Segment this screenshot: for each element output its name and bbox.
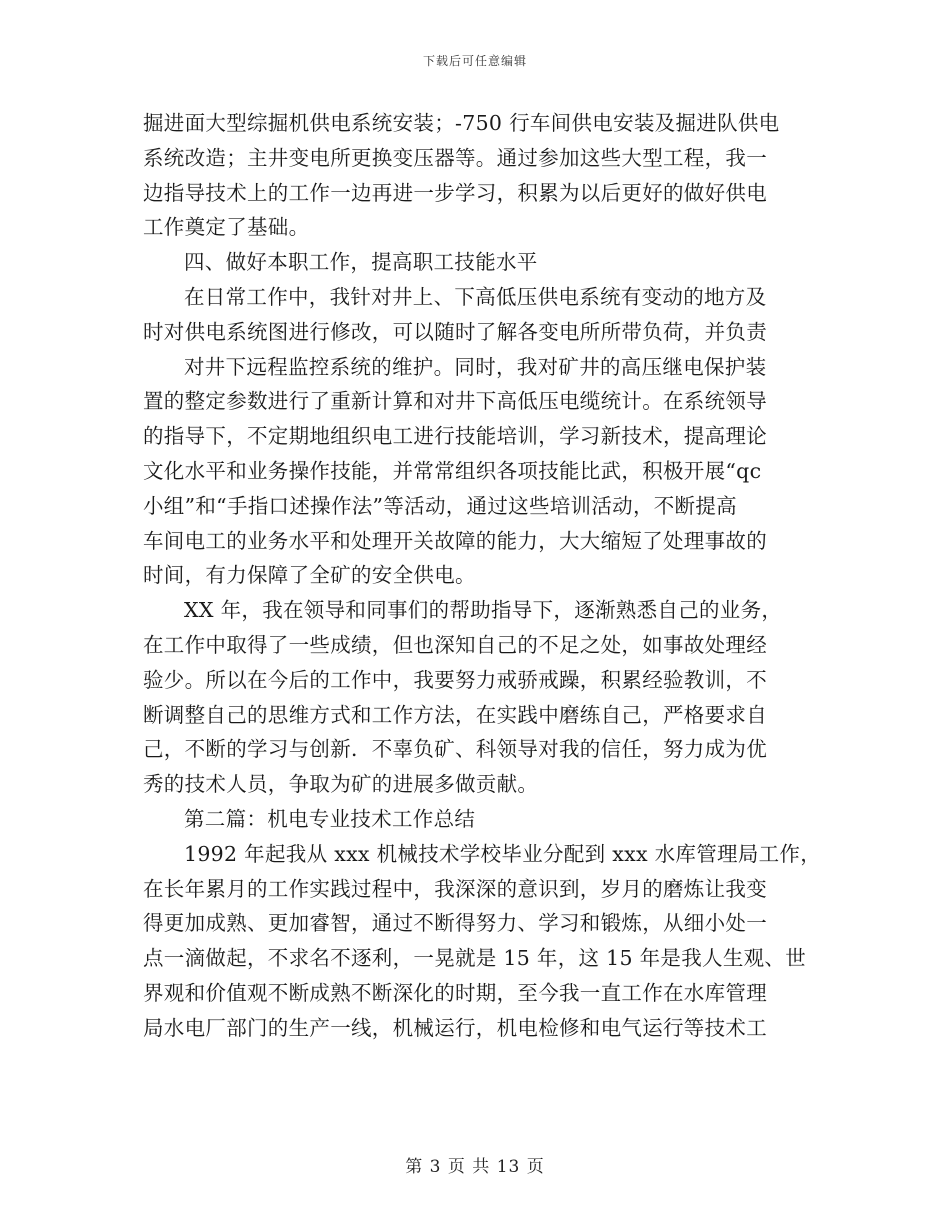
- text-line: 小组”和“手指口述操作法”等活动，通过这些培训活动，不断提高: [143, 493, 737, 518]
- text-line: 工作奠定了基础。: [143, 215, 310, 240]
- document-body: [143, 106, 822, 1046]
- text-line: 置的整定参数进行了重新计算和对井下高低压电缆统计。在系统领导: [143, 389, 767, 414]
- text-line: 在工作中取得了一些成绩，但也深知自己的不足之处，如事故处理经: [143, 632, 767, 657]
- page-footer: 第 3 页 共 13 页: [405, 1157, 545, 1177]
- page-header: 下载后可任意编辑: [422, 54, 527, 68]
- text-line: 对井下远程监控系统的维护。同时，我对矿井的高压继电保护装: [184, 354, 767, 379]
- text-line: 秀的技术人员，争取为矿的进展多做贡献。: [143, 772, 539, 797]
- text-line: XX 年，我在领导和同事们的帮助指导下，逐渐熟悉自己的业务，: [184, 598, 783, 623]
- text-line: 局水电厂部门的生产一线，机械运行，机电检修和电气运行等技术工: [143, 1015, 767, 1040]
- text-line: 在日常工作中，我针对井上、下高低压供电系统有变动的地方及: [184, 284, 767, 309]
- text-line: 点一滴做起，不求名不逐利，一晃就是 15 年，这 15 年是我人生观、世: [143, 946, 807, 971]
- text-line: 时对供电系统图进行修改，可以随时了解各变电所所带负荷，并负责: [143, 319, 767, 344]
- text-line: 断调整自己的思维方式和工作方法，在实践中磨练自己，严格要求自: [143, 702, 767, 727]
- text-line: 边指导技术上的工作一边再进一步学习，积累为以后更好的做好供电: [143, 180, 767, 205]
- text-line: 的指导下，不定期地组织电工进行技能培训，学习新技术，提高理论: [143, 424, 767, 449]
- section-heading: 第二篇：机电专业技术工作总结: [184, 806, 476, 831]
- text-line: 掘进面大型综掘机供电系统安装；-750 行车间供电安装及掘进队供电: [143, 111, 780, 135]
- text-line: 界观和价值观不断成熟不断深化的时期，至今我一直工作在水库管理: [143, 980, 767, 1005]
- text-line: 时间，有力保障了全矿的安全供电。: [143, 563, 476, 588]
- text-line: 车间电工的业务水平和处理开关故障的能力，大大缩短了处理事故的: [143, 528, 767, 553]
- text-line: 系统改造；主井变电所更换变压器等。通过参加这些大型工程，我一: [143, 145, 767, 170]
- text-line: 得更加成熟、更加睿智，通过不断得努力、学习和锻炼，从细小处一: [143, 911, 767, 936]
- text-line: 己，不断的学习与创新．不辜负矿、科领导对我的信任，努力成为优: [143, 737, 767, 762]
- text-line: 1992 年起我从 xxx 机械技术学校毕业分配到 xxx 水库管理局工作，: [184, 841, 822, 866]
- text-line: 在长年累月的工作实践过程中，我深深的意识到，岁月的磨炼让我变: [143, 876, 767, 901]
- text-line: 验少。所以在今后的工作中，我要努力戒骄戒躁，积累经验教训，不: [143, 667, 767, 692]
- section-heading: 四、做好本职工作，提高职工技能水平: [184, 250, 538, 275]
- text-line: 文化水平和业务操作技能，并常常组织各项技能比武，积极开展“qc: [143, 458, 762, 483]
